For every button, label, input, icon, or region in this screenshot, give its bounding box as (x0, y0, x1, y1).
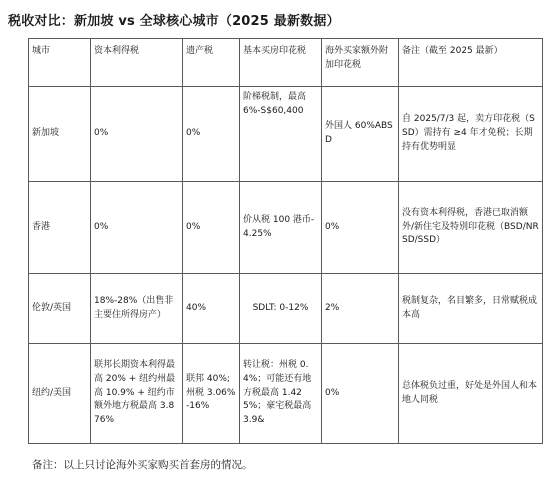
cell-city: 伦敦/英国 (29, 274, 91, 344)
cell-estate-tax: 0% (183, 182, 240, 274)
cell-capital-gains-tax: 联邦长期资本利得最高 20% + 纽约州最高 10.9% + 纽约市额外地方税最高 3.876% (91, 344, 183, 444)
page-title: 税收对比：新加坡 vs 全球核心城市（2025 最新数据） (8, 14, 340, 29)
cell-foreign-buyer-stamp-duty: 0% (322, 182, 399, 274)
cell-estate-tax: 40% (183, 274, 240, 344)
cell-capital-gains-tax: 0% (91, 182, 183, 274)
cell-stamp-duty: 阶梯税制，最高 6%-S$60,400 (240, 87, 322, 182)
cell-capital-gains-tax: 0% (91, 87, 183, 182)
cell-foreign-buyer-stamp-duty: 2% (322, 274, 399, 344)
cell-city: 新加坡 (29, 87, 91, 182)
footnote: 备注：以上只讨论海外买家购买首套房的情况。 (32, 459, 253, 471)
cell-note: 自 2025/7/3 起，卖方印花税（SSD）需持有 ≥4 年才免税；长期持有优势明显 (399, 87, 543, 182)
cell-stamp-duty: SDLT: 0-12% (240, 274, 322, 344)
cell-estate-tax: 联邦 40%; 州税 3.06%-16% (183, 344, 240, 444)
table-row (29, 87, 543, 182)
table-row (29, 274, 543, 344)
cell-stamp-duty: 转让税：州税 0.4%；可能还有地方税最高 1.425%；豪宅税最高 3.9& (240, 344, 322, 444)
header-estate-tax: 遗产税 (183, 39, 240, 87)
cell-note: 总体税负过重，好处是外国人和本地人同税 (399, 344, 543, 444)
header-note: 备注（截至 2025 最新） (399, 39, 543, 87)
table-row (29, 344, 543, 444)
cell-capital-gains-tax: 18%-28%（出售非主要住所得房产） (91, 274, 183, 344)
header-city: 城市 (29, 39, 91, 87)
header-capital-gains-tax: 资本利得税 (91, 39, 183, 87)
cell-estate-tax: 0% (183, 87, 240, 182)
table-row (29, 182, 543, 274)
table-header-row (29, 39, 543, 87)
header-foreign-buyer-stamp-duty: 海外买家额外附加印花税 (322, 39, 399, 87)
cell-city: 纽约/美国 (29, 344, 91, 444)
tax-comparison-table (28, 38, 543, 444)
cell-city: 香港 (29, 182, 91, 274)
cell-foreign-buyer-stamp-duty: 外国人 60%ABSD (322, 87, 399, 182)
cell-foreign-buyer-stamp-duty: 0% (322, 344, 399, 444)
header-stamp-duty: 基本买房印花税 (240, 39, 322, 87)
cell-note: 税制复杂，名目繁多，日常赋税成本高 (399, 274, 543, 344)
cell-stamp-duty: 价从税 100 港币-4.25% (240, 182, 322, 274)
cell-note: 没有资本利得税，香港已取消额外/新住宅及特别印花税（BSD/NRSD/SSD） (399, 182, 543, 274)
